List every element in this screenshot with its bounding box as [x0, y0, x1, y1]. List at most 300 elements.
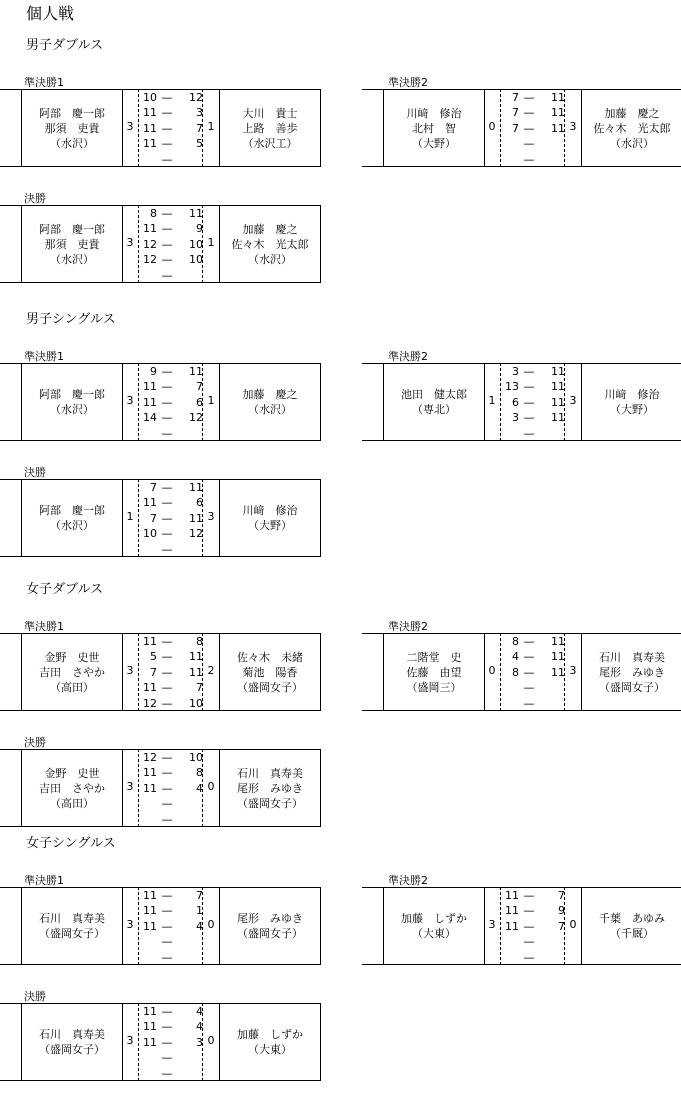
game-score-row: [501, 903, 564, 918]
score-left-divider: [484, 633, 485, 711]
game-score-row: [501, 426, 564, 441]
player-line: （大東）: [248, 1043, 292, 1056]
player-line: （専北）: [412, 403, 456, 416]
game-score-row: [139, 888, 202, 903]
right-player: [582, 633, 681, 711]
left-player: [22, 363, 122, 441]
game-score-right: 11: [551, 650, 565, 664]
left-games-won: 1: [488, 394, 496, 407]
game-score-dash: —: [161, 207, 173, 220]
game-score-row: [139, 206, 202, 221]
match-box: [362, 89, 681, 167]
section-title: 男子ダブルス: [26, 38, 104, 53]
left-player: [384, 89, 484, 167]
player-line: （千厩）: [610, 927, 654, 940]
game-score-left: 11: [143, 380, 157, 394]
match-label: 準決勝1: [24, 350, 64, 363]
player-line: （盛岡三）: [406, 680, 462, 694]
game-score-left: 10: [143, 91, 157, 104]
left-player: [22, 633, 122, 711]
game-score-dash: —: [523, 411, 535, 425]
game-score-row: [139, 152, 202, 167]
match-box: [0, 363, 321, 441]
player-line: 石川 真寿美: [599, 650, 665, 664]
box-right-border: [320, 479, 321, 557]
game-score-dash: —: [523, 950, 535, 964]
player-line: （水沢）: [248, 252, 292, 266]
game-score-row: [501, 950, 564, 965]
game-score-row: [139, 950, 202, 965]
player-line: （高田）: [50, 796, 94, 810]
game-score-dash: —: [161, 650, 173, 664]
player-line: 菊池 陽香: [242, 665, 298, 679]
game-score-dash: —: [161, 751, 173, 764]
game-score-left: 11: [505, 889, 519, 902]
left-games-won: 1: [126, 510, 134, 523]
left-games-won: 0: [488, 664, 496, 677]
game-score-dash: —: [161, 1051, 173, 1065]
game-score-dash: —: [523, 904, 535, 918]
player-line: （大野）: [412, 136, 456, 150]
game-score-dash: —: [161, 781, 173, 795]
game-score-left: 12: [143, 253, 157, 267]
right-player: [220, 887, 320, 965]
player-line: 阿部 慶一郎: [39, 504, 105, 517]
game-score-row: [501, 649, 564, 664]
player-line: 加藤 慶之: [242, 388, 298, 401]
player-line: 吉田 さやか: [39, 665, 105, 679]
game-score-row: [139, 1019, 202, 1034]
game-score-left: 4: [512, 650, 519, 664]
game-score-dash: —: [523, 152, 535, 166]
game-score-dash: —: [523, 889, 535, 902]
game-score-left: 7: [512, 91, 519, 104]
game-score-left: 12: [143, 237, 157, 251]
player-line: （水沢）: [50, 519, 94, 532]
game-score-dash: —: [523, 919, 535, 933]
game-score-row: [139, 634, 202, 649]
game-score-left: 11: [143, 904, 157, 918]
game-score-right: 4: [196, 1005, 203, 1018]
right-games-won: 2: [207, 664, 215, 677]
game-score-row: [139, 665, 202, 680]
game-score-row: [501, 934, 564, 949]
player-line: 阿部 慶一郎: [39, 106, 105, 120]
match-label: 準決勝1: [24, 874, 64, 887]
game-score-dash: —: [161, 696, 173, 710]
player-line: （水沢）: [610, 136, 654, 150]
game-score-row: [139, 812, 202, 827]
game-score-right: 11: [189, 511, 203, 525]
left-player: [22, 887, 122, 965]
player-line: （盛岡女子）: [39, 1043, 105, 1056]
game-score-right: 1: [196, 904, 203, 918]
game-score-left: 12: [143, 751, 157, 764]
game-score-row: [139, 395, 202, 410]
game-score-row: [139, 480, 202, 495]
game-score-right: 7: [196, 889, 203, 902]
game-score-dash: —: [161, 496, 173, 510]
game-score-right: 11: [189, 365, 203, 378]
player-line: 阿部 慶一郎: [39, 222, 105, 236]
player-line: 佐々木 未緒: [237, 650, 303, 664]
player-line: 二階堂 史: [406, 650, 462, 664]
game-score-dash: —: [161, 812, 173, 826]
game-score-left: 6: [512, 395, 519, 409]
game-score-row: [501, 634, 564, 649]
game-score-row: [139, 252, 202, 267]
game-score-left: 7: [150, 481, 157, 494]
score-left-divider: [122, 1003, 123, 1081]
match-label: 準決勝2: [388, 350, 428, 363]
game-score-left: 12: [143, 696, 157, 710]
game-score-left: 9: [150, 365, 157, 378]
game-score-left: 11: [143, 121, 157, 135]
left-player: [384, 633, 484, 711]
game-score-left: 14: [143, 411, 157, 425]
game-score-dash: —: [161, 635, 173, 648]
game-score-row: [501, 379, 564, 394]
box-right-border: [320, 363, 321, 441]
game-score-row: [139, 364, 202, 379]
player-line: 石川 真寿美: [39, 912, 105, 925]
player-line: 石川 真寿美: [39, 1028, 105, 1041]
game-score-dash: —: [523, 365, 535, 378]
player-line: 上路 善歩: [242, 121, 298, 135]
player-line: 那須 吏貴: [44, 121, 100, 135]
player-line: 尾形 みゆき: [599, 665, 665, 679]
game-score-row: [501, 90, 564, 105]
match-box: [0, 205, 321, 283]
game-score-row: [139, 268, 202, 283]
left-player: [22, 749, 122, 827]
game-score-dash: —: [161, 481, 173, 494]
game-score-row: [139, 649, 202, 664]
player-line: 加藤 しずか: [401, 912, 467, 925]
score-left-divider: [122, 89, 123, 167]
game-score-dash: —: [161, 935, 173, 949]
player-line: 川﨑 修治: [406, 106, 462, 120]
game-score-left: 13: [505, 380, 519, 394]
game-score-dash: —: [161, 919, 173, 933]
game-score-row: [139, 781, 202, 796]
game-score-right: 3: [196, 1035, 203, 1049]
game-score-dash: —: [161, 1066, 173, 1080]
game-score-row: [139, 696, 202, 711]
game-score-row: [139, 1035, 202, 1050]
match-box: [0, 89, 321, 167]
player-line: （盛岡女子）: [39, 927, 105, 940]
game-score-row: [139, 221, 202, 236]
game-score-right: 12: [189, 411, 203, 425]
game-score-dash: —: [161, 365, 173, 378]
left-player: [22, 205, 122, 283]
right-games-won: 3: [207, 510, 215, 523]
score-left-divider: [122, 205, 123, 283]
score-left-divider: [122, 479, 123, 557]
game-score-right: 7: [196, 121, 203, 135]
game-score-left: 11: [143, 137, 157, 151]
match-box: [362, 633, 681, 711]
player-line: 川﨑 修治: [242, 504, 298, 517]
player-line: （盛岡女子）: [237, 927, 303, 940]
game-score-row: [501, 665, 564, 680]
game-score-dash: —: [523, 696, 535, 710]
game-score-dash: —: [161, 253, 173, 267]
game-score-left: 7: [512, 121, 519, 135]
game-score-right: 4: [196, 1020, 203, 1034]
player-line: （大野）: [610, 403, 654, 416]
right-games-won: 3: [569, 664, 577, 677]
game-score-right: 11: [551, 365, 565, 378]
game-score-right: 11: [551, 411, 565, 425]
player-line: （盛岡女子）: [237, 796, 303, 810]
game-score-row: [139, 410, 202, 425]
game-score-left: 11: [143, 781, 157, 795]
game-score-left: 11: [505, 919, 519, 933]
player-line: （高田）: [50, 680, 94, 694]
game-score-left: 11: [143, 1005, 157, 1018]
left-games-won: 3: [126, 394, 134, 407]
game-score-dash: —: [161, 889, 173, 902]
match-box: [0, 749, 321, 827]
right-games-won: 3: [569, 120, 577, 133]
right-player: [220, 205, 320, 283]
game-score-row: [139, 526, 202, 541]
section-title: 男子シングルス: [26, 312, 116, 327]
game-score-left: 8: [150, 207, 157, 220]
right-games-won: 1: [207, 394, 215, 407]
left-games-won: 3: [126, 236, 134, 249]
game-score-dash: —: [161, 1035, 173, 1049]
game-score-right: 8: [196, 635, 203, 648]
player-line: （水沢工）: [242, 136, 298, 150]
game-score-dash: —: [161, 237, 173, 251]
player-line: （水沢）: [50, 252, 94, 266]
player-line: 金野 史世: [44, 766, 100, 780]
game-score-left: 11: [143, 766, 157, 780]
game-score-dash: —: [523, 395, 535, 409]
player-line: （水沢）: [50, 403, 94, 416]
player-line: 阿部 慶一郎: [39, 388, 105, 401]
box-right-border: [320, 633, 321, 711]
player-line: 吉田 さやか: [39, 781, 105, 795]
player-line: 那須 吏貴: [44, 237, 100, 251]
score-left-divider: [122, 633, 123, 711]
game-score-row: [139, 919, 202, 934]
player-line: 石川 真寿美: [237, 766, 303, 780]
match-box: [0, 887, 321, 965]
game-score-row: [139, 90, 202, 105]
game-score-left: 8: [512, 665, 519, 679]
player-line: 池田 健太郎: [401, 388, 467, 401]
game-score-row: [501, 364, 564, 379]
match-box: [0, 1003, 321, 1081]
game-score-dash: —: [161, 527, 173, 541]
game-score-right: 6: [196, 395, 203, 409]
game-score-left: 11: [143, 496, 157, 510]
match-box: [0, 479, 321, 557]
game-score-row: [139, 765, 202, 780]
game-score-row: [139, 105, 202, 120]
game-score-row: [139, 426, 202, 441]
game-score-dash: —: [161, 797, 173, 811]
game-score-left: 11: [143, 106, 157, 120]
match-label: 準決勝1: [24, 620, 64, 633]
match-box: [362, 363, 681, 441]
left-games-won: 3: [126, 1034, 134, 1047]
game-score-left: 11: [143, 635, 157, 648]
left-games-won: 3: [126, 664, 134, 677]
game-score-row: [139, 1004, 202, 1019]
left-player: [22, 89, 122, 167]
game-score-row: [139, 680, 202, 695]
game-score-left: 7: [150, 665, 157, 679]
game-score-dash: —: [161, 1020, 173, 1034]
player-line: 尾形 みゆき: [237, 781, 303, 795]
match-label: 決勝: [24, 990, 46, 1003]
player-line: 大川 貴士: [242, 106, 298, 120]
game-score-row: [501, 105, 564, 120]
right-player: [220, 479, 320, 557]
game-score-row: [501, 680, 564, 695]
match-label: 準決勝2: [388, 620, 428, 633]
game-score-dash: —: [161, 766, 173, 780]
game-score-dash: —: [523, 121, 535, 135]
left-games-won: 0: [488, 120, 496, 133]
score-left-divider: [484, 887, 485, 965]
box-right-border: [320, 1003, 321, 1081]
player-line: 加藤 しずか: [237, 1028, 303, 1041]
game-score-right: 11: [551, 635, 565, 648]
right-games-won: 1: [207, 120, 215, 133]
game-score-row: [139, 903, 202, 918]
player-line: 尾形 みゆき: [237, 912, 303, 925]
match-label: 準決勝2: [388, 874, 428, 887]
game-score-right: 7: [196, 380, 203, 394]
right-games-won: 1: [207, 236, 215, 249]
game-score-dash: —: [161, 426, 173, 440]
player-line: 加藤 慶之: [604, 106, 660, 120]
score-left-divider: [122, 749, 123, 827]
game-score-dash: —: [161, 121, 173, 135]
game-score-row: [139, 796, 202, 811]
match-label: 準決勝2: [388, 76, 428, 89]
game-score-row: [501, 696, 564, 711]
player-line: 川﨑 修治: [604, 388, 660, 401]
right-games-won: 3: [569, 394, 577, 407]
page-title: 個人戦: [26, 4, 75, 23]
player-line: （水沢）: [248, 403, 292, 416]
game-score-left: 11: [143, 889, 157, 902]
left-games-won: 3: [126, 120, 134, 133]
game-score-right: 7: [196, 681, 203, 695]
game-score-right: 12: [189, 91, 203, 104]
game-score-dash: —: [523, 935, 535, 949]
left-player: [384, 363, 484, 441]
match-label: 準決勝1: [24, 76, 64, 89]
game-score-row: [139, 1050, 202, 1065]
section-title: 女子シングルス: [26, 836, 116, 851]
box-right-border: [320, 89, 321, 167]
right-player: [220, 749, 320, 827]
match-box: [362, 887, 681, 965]
game-score-left: 10: [143, 527, 157, 541]
game-score-dash: —: [523, 380, 535, 394]
game-score-row: [501, 152, 564, 167]
right-player: [220, 633, 320, 711]
game-score-right: 11: [189, 207, 203, 220]
game-score-right: 12: [189, 527, 203, 541]
game-score-row: [139, 1066, 202, 1081]
score-left-divider: [122, 363, 123, 441]
game-score-dash: —: [161, 395, 173, 409]
game-score-dash: —: [161, 380, 173, 394]
game-score-dash: —: [523, 106, 535, 120]
game-score-dash: —: [523, 91, 535, 104]
match-label: 決勝: [24, 736, 46, 749]
game-score-left: 3: [512, 411, 519, 425]
game-score-dash: —: [161, 950, 173, 964]
game-score-row: [501, 919, 564, 934]
right-player: [220, 89, 320, 167]
left-player: [22, 479, 122, 557]
player-line: （水沢）: [50, 136, 94, 150]
right-player: [220, 363, 320, 441]
game-score-right: 10: [189, 237, 203, 251]
game-score-left: 11: [143, 1035, 157, 1049]
game-score-right: 8: [196, 766, 203, 780]
left-games-won: 3: [126, 780, 134, 793]
game-score-left: 11: [143, 395, 157, 409]
game-score-row: [139, 237, 202, 252]
game-score-dash: —: [523, 650, 535, 664]
box-right-border: [320, 749, 321, 827]
game-score-row: [139, 136, 202, 151]
game-score-dash: —: [523, 681, 535, 695]
game-score-right: 4: [196, 781, 203, 795]
player-line: （盛岡女子）: [599, 680, 665, 694]
left-games-won: 3: [126, 918, 134, 931]
match-label: 決勝: [24, 192, 46, 205]
game-score-dash: —: [523, 426, 535, 440]
game-score-row: [139, 542, 202, 557]
right-games-won: 0: [207, 918, 215, 931]
player-line: 佐々木 光太郎: [593, 121, 671, 135]
game-score-dash: —: [523, 137, 535, 151]
right-player: [220, 1003, 320, 1081]
game-score-right: 10: [189, 751, 203, 764]
right-player: [582, 887, 681, 965]
game-score-left: 11: [143, 222, 157, 236]
player-line: （大野）: [248, 519, 292, 532]
game-score-right: 7: [558, 919, 565, 933]
score-left-divider: [484, 89, 485, 167]
right-games-won: 0: [207, 1034, 215, 1047]
game-score-right: 10: [189, 253, 203, 267]
match-box: [0, 633, 321, 711]
right-player: [582, 89, 681, 167]
right-games-won: 0: [207, 780, 215, 793]
score-left-divider: [122, 887, 123, 965]
game-score-right: 9: [196, 222, 203, 236]
game-score-dash: —: [161, 411, 173, 425]
match-label: 決勝: [24, 466, 46, 479]
game-score-row: [139, 121, 202, 136]
box-right-border: [320, 887, 321, 965]
game-score-right: 11: [551, 395, 565, 409]
game-score-row: [501, 121, 564, 136]
